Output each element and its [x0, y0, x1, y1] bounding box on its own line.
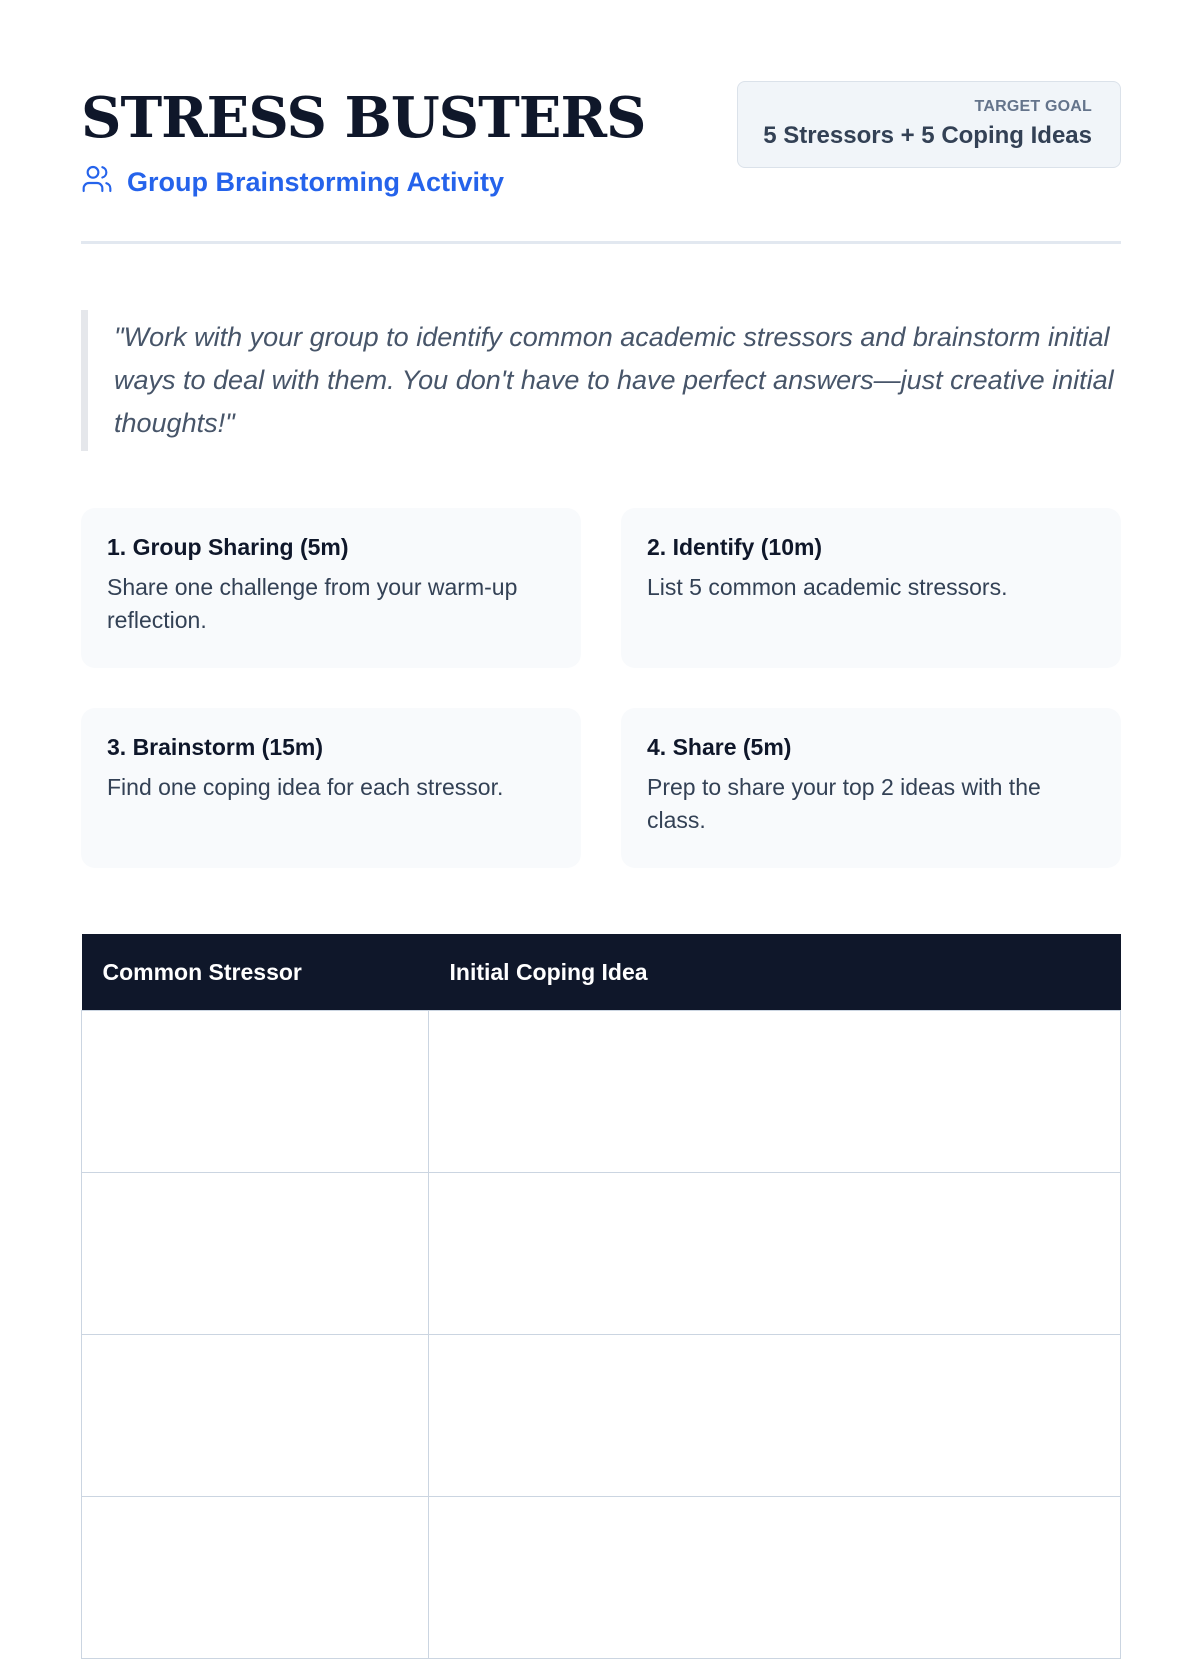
step-card-share: [621, 708, 1121, 868]
stressor-cell[interactable]: [82, 1497, 429, 1659]
step-card-identify: [621, 508, 1121, 668]
stressor-coping-table: [81, 934, 1121, 1659]
target-goal-label: TARGET GOAL: [974, 98, 1092, 115]
step-description: Find one coping idea for each stressor.: [107, 774, 504, 800]
table-row: [82, 1497, 1121, 1659]
page-title: STRESS BUSTERS: [81, 85, 646, 151]
step-description: List 5 common academic stressors.: [647, 574, 1008, 600]
table-row: [82, 1335, 1121, 1497]
stressor-cell[interactable]: [82, 1335, 429, 1497]
step-description: Prep to share your top 2 ideas with the class.: [647, 774, 1041, 833]
step-card-brainstorm: [81, 708, 581, 868]
step-title: 4. Share (5m): [647, 734, 792, 760]
instructions-quote: "Work with your group to identify common academic stressors and brainstorm initial ways to deal with them. You don't have to have perfect answers—just creative initial thoughts!": [81, 310, 1121, 451]
step-card-group-sharing: [81, 508, 581, 668]
users-icon: [81, 163, 127, 202]
step-title: 1. Group Sharing (5m): [107, 534, 349, 560]
stressor-cell[interactable]: [82, 1173, 429, 1335]
worksheet-header: [81, 0, 1121, 244]
coping-idea-cell[interactable]: [429, 1173, 1121, 1335]
step-description: Share one challenge from your warm-up reflection.: [107, 574, 518, 633]
table-header-row: [82, 934, 1121, 1011]
coping-idea-cell[interactable]: [429, 1497, 1121, 1659]
stressor-cell[interactable]: [82, 1011, 429, 1173]
table-row: [82, 1011, 1121, 1173]
table-row: [82, 1173, 1121, 1335]
column-header-stressor: Common Stressor: [82, 934, 429, 1011]
coping-idea-cell[interactable]: [429, 1335, 1121, 1497]
stressor-table-container: [81, 934, 1121, 1659]
worksheet-page: [81, 0, 1121, 985]
target-goal-value: 5 Stressors + 5 Coping Ideas: [763, 122, 1092, 149]
activity-subtitle: [81, 163, 504, 202]
subtitle-text: Group Brainstorming Activity: [127, 167, 505, 197]
step-title: 2. Identify (10m): [647, 534, 823, 560]
step-title: 3. Brainstorm (15m): [107, 734, 324, 760]
coping-idea-cell[interactable]: [429, 1011, 1121, 1173]
column-header-coping-idea: Initial Coping Idea: [429, 934, 1121, 1011]
target-goal-card: [737, 81, 1121, 168]
